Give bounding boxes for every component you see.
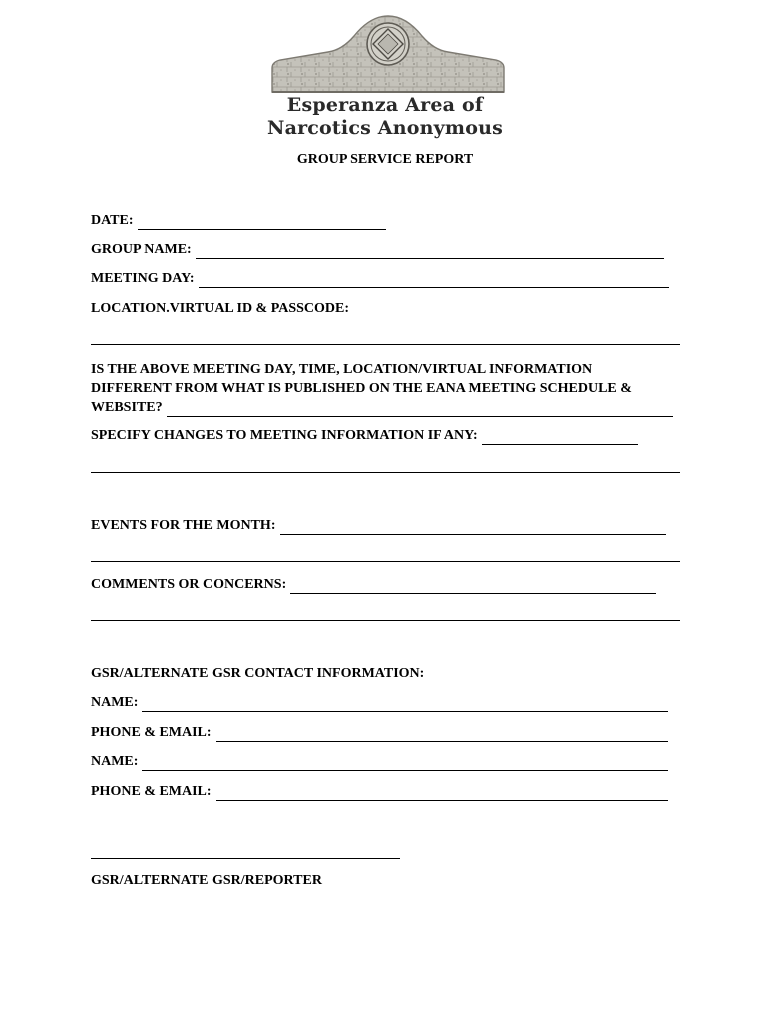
comments-field[interactable] [290,579,656,594]
comments-row [91,576,656,594]
comments-field-line-2[interactable] [91,620,680,621]
contact-name-1-row [91,694,668,712]
na-emblem-icon [367,23,409,65]
org-name-line-1: Esperanza Area of [286,94,484,116]
question-line-1: IS THE ABOVE MEETING DAY, TIME, LOCATION/VIRTUAL INFORMATION [91,362,593,377]
group-name-row [91,241,664,259]
meeting-day-field[interactable] [199,273,669,288]
changes-field-line-2[interactable] [91,472,680,473]
events-field-line-2[interactable] [91,561,680,562]
date-label: DATE: [91,213,134,228]
contact-phone-email-2-row [91,783,668,801]
schedule-difference-answer-field[interactable] [167,402,673,417]
events-field[interactable] [280,520,666,535]
contact-phone-email-1-label: PHONE & EMAIL: [91,725,212,740]
question-line-3: WEBSITE? [91,400,163,415]
contact-name-2-row [91,753,668,771]
comments-label: COMMENTS OR CONCERNS: [91,577,287,592]
signature-field[interactable] [91,858,400,859]
location-row [91,300,349,318]
question-line-3-row [91,398,683,417]
events-label: EVENTS FOR THE MONTH: [91,518,276,533]
meeting-day-row [91,270,669,288]
signature-label: GSR/ALTERNATE GSR/REPORTER [91,873,322,888]
location-label: LOCATION.VIRTUAL ID & PASSCODE: [91,301,350,316]
question-line-2: DIFFERENT FROM WHAT IS PUBLISHED ON THE EANA MEETING SCHEDULE & [91,381,632,396]
events-row [91,517,666,535]
changes-row [91,427,638,445]
changes-field[interactable] [482,430,638,445]
group-name-label: GROUP NAME: [91,242,192,257]
group-name-field[interactable] [196,244,664,259]
changes-label: SPECIFY CHANGES TO MEETING INFORMATION IF ANY: [91,428,478,443]
contact-phone-email-2-field[interactable] [216,786,668,801]
schedule-difference-question [91,360,683,417]
contact-name-2-label: NAME: [91,754,139,769]
meeting-day-label: MEETING DAY: [91,271,195,286]
contact-name-1-field[interactable] [142,697,668,712]
org-name-line-2: Narcotics Anonymous [267,117,503,139]
date-row [91,212,386,230]
date-field[interactable] [138,215,386,230]
report-title: GROUP SERVICE REPORT [296,152,474,167]
contact-phone-email-1-field[interactable] [216,727,668,742]
na-arch-logo [270,12,506,94]
location-field[interactable] [91,344,680,345]
signature-row [91,872,322,890]
contact-heading: GSR/ALTERNATE GSR CONTACT INFORMATION: [91,666,425,681]
contact-name-2-field[interactable] [142,756,668,771]
contact-heading-row [91,665,424,683]
contact-name-1-label: NAME: [91,695,139,710]
contact-phone-email-1-row [91,724,668,742]
contact-phone-email-2-label: PHONE & EMAIL: [91,784,212,799]
